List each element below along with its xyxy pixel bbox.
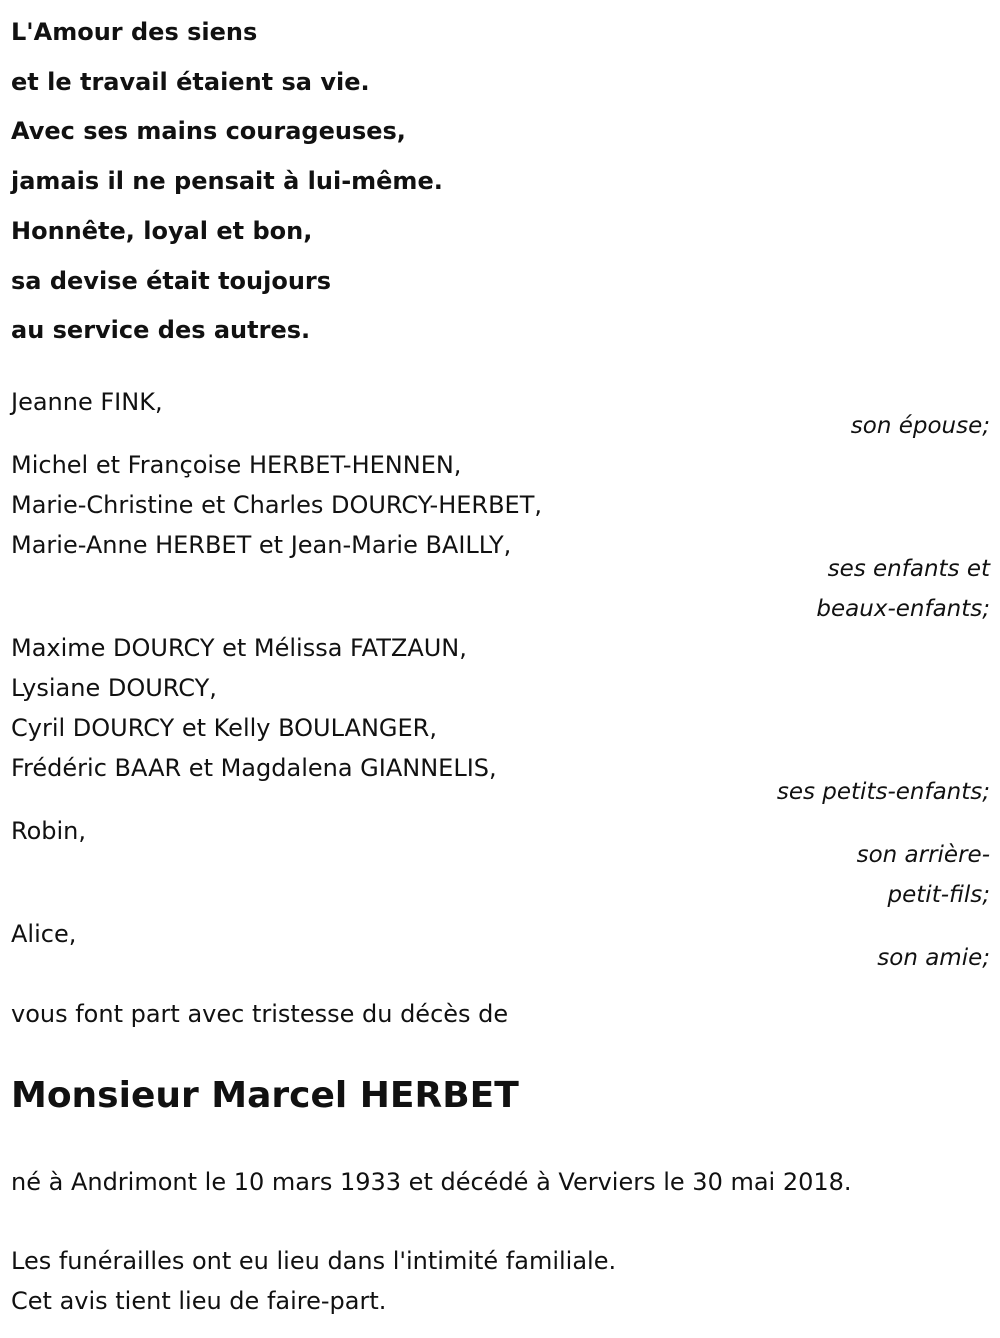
poem-line: et le travail étaient sa vie. xyxy=(11,67,370,96)
child-name: Marie-Christine et Charles DOURCY-HERBET, xyxy=(11,491,543,519)
poem-line: Avec ses mains courageuses, xyxy=(11,117,406,146)
closing-line: Cet avis tient lieu de faire-part. xyxy=(11,1287,387,1315)
deceased-name: Monsieur Marcel HERBET xyxy=(11,1075,519,1116)
great-grandchild-relation-line: petit-fils; xyxy=(887,882,990,908)
announcement-text: vous font part avec tristesse du décès de xyxy=(11,1000,509,1028)
children-relation-line: ses enfants et xyxy=(827,556,990,582)
child-name: Michel et Françoise HERBET-HENNEN, xyxy=(11,451,462,479)
friend-name: Alice, xyxy=(11,920,77,948)
friend-relation: son amie; xyxy=(877,945,990,971)
grandchild-name: Maxime DOURCY et Mélissa FATZAUN, xyxy=(11,634,467,662)
poem-line: jamais il ne pensait à lui-même. xyxy=(11,167,443,196)
great-grandchild-name: Robin, xyxy=(11,817,87,845)
poem-line: sa devise était toujours xyxy=(11,266,332,295)
poem-line: L'Amour des siens xyxy=(11,18,258,46)
memorial-poem xyxy=(11,8,711,356)
children-relation-line: beaux-enfants; xyxy=(816,596,990,622)
grandchild-name: Cyril DOURCY et Kelly BOULANGER, xyxy=(11,714,437,742)
grandchild-name: Lysiane DOURCY, xyxy=(11,674,217,702)
grandchildren-relation: ses petits-enfants; xyxy=(776,779,990,805)
spouse-relation: son épouse; xyxy=(850,413,990,439)
poem-line: au service des autres. xyxy=(11,316,311,345)
birth-death-dates: né à Andrimont le 10 mars 1933 et décédé à Verviers le 30 mai 2018. xyxy=(11,1168,852,1196)
grandchild-name: Frédéric BAAR et Magdalena GIANNELIS, xyxy=(11,754,497,782)
great-grandchild-relation-line: son arrière- xyxy=(856,842,990,868)
child-name: Marie-Anne HERBET et Jean-Marie BAILLY, xyxy=(11,531,512,559)
spouse-name: Jeanne FINK, xyxy=(11,388,163,416)
poem-line: Honnête, loyal et bon, xyxy=(11,216,313,245)
closing-line: Les funérailles ont eu lieu dans l'intimité familiale. xyxy=(11,1247,617,1275)
